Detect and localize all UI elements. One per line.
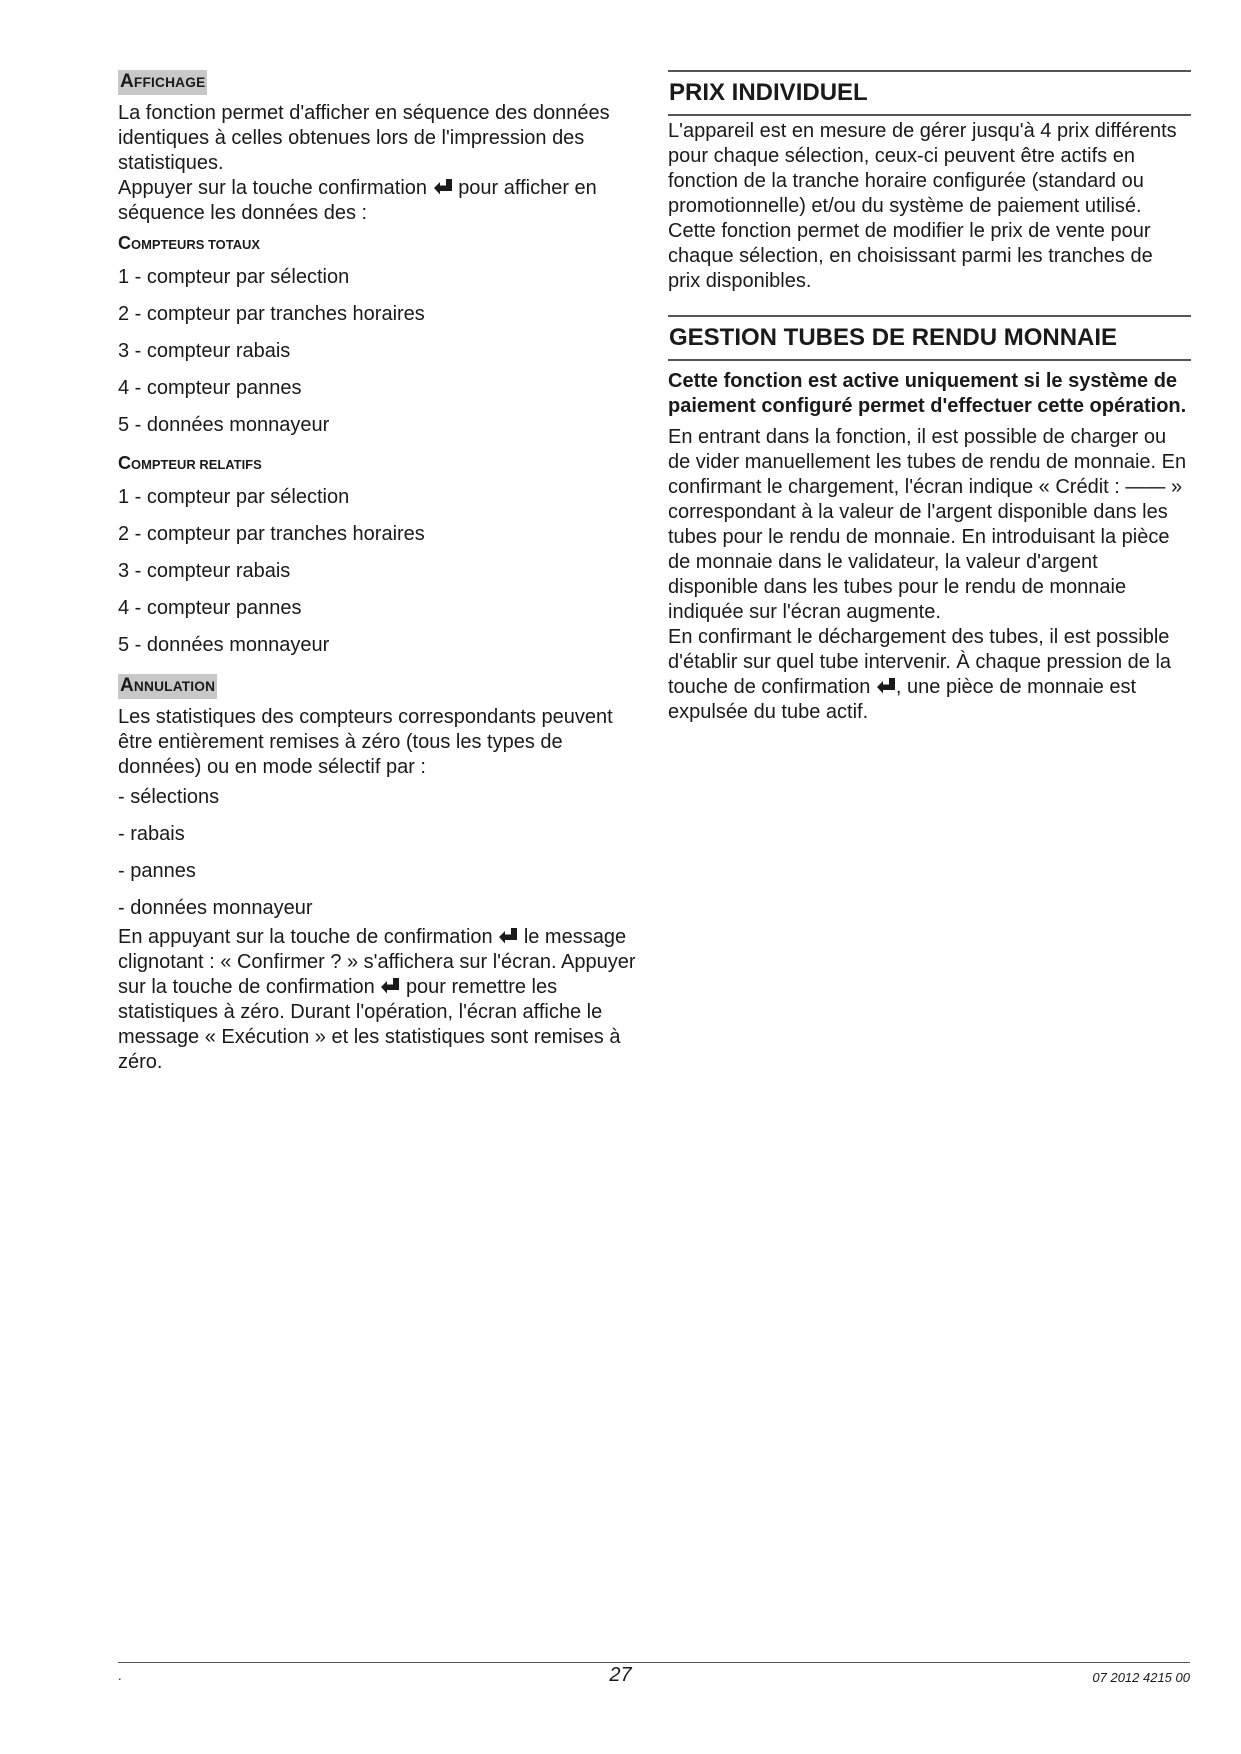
enter-key-icon (876, 677, 896, 695)
list-item: - rabais (118, 823, 185, 845)
subtitle-rest: OMPTEUR RELATIFS (131, 457, 262, 472)
footer-divider (118, 1662, 1190, 1663)
list-item: - données monnayeur (118, 897, 313, 919)
list-item: 5 - données monnayeur (118, 414, 330, 436)
list-item: 5 - données monnayeur (118, 634, 330, 656)
affichage-intro (118, 101, 638, 226)
section-title-affichage (118, 70, 207, 95)
affichage-instruction (118, 176, 638, 226)
paragraph-part-b: , une pièce de monnaie est expulsée du tube actif. (668, 676, 1137, 723)
subtitle-rest: OMPTEURS TOTAUX (131, 237, 261, 252)
list-item: - pannes (118, 860, 196, 882)
list-item: 1 - compteur par sélection (118, 486, 350, 508)
prix-paragraph: L'appareil est en mesure de gérer jusqu'à 4 prix différents pour chaque sélection, ceux-ci peuvent être actifs en fonction de la tranche horaire configurée (standard ou promotionnelle) et/ou du système de paiement utilisé. Cette fonction permet de modifier le prix de vente pour chaque sélection, en choisissant parmi les tranches de prix disponibles. (668, 120, 1177, 292)
list-item: 2 - compteur par tranches horaires (118, 303, 425, 325)
section-title-annulation (118, 674, 217, 699)
list-item: 3 - compteur rabais (118, 340, 291, 362)
page-number: 27 (609, 1664, 632, 1686)
paragraph-part-a: En confirmant le déchargement des tubes, il est possible d'établir sur quel tube intervenir. À chaque pression de la touche de confirmation (668, 626, 1172, 698)
annulation-instruction-text (118, 925, 638, 1075)
affichage-paragraph: La fonction permet d'afficher en séquence des données identiques à celles obtenues lors de l'impression des statistiques. (118, 102, 610, 174)
enter-key-icon (433, 178, 453, 196)
list-item: 1 - compteur par sélection (118, 266, 350, 288)
title-initial: A (120, 71, 134, 92)
instruction-part-b: pour afficher en séquence les données des : (118, 177, 597, 224)
annulation-intro (118, 705, 638, 780)
title-rest: NNULATION (133, 679, 216, 694)
section-title-prix-individuel: PRIX INDIVIDUEL (668, 70, 1191, 116)
enter-key-icon (380, 977, 400, 995)
footer-mark: . (118, 1668, 122, 1683)
gestion-note: Cette fonction est active uniquement si le système de paiement configuré permet d'effectuer cette opération. (668, 370, 1187, 417)
gestion-paragraph-1: En entrant dans la fonction, il est possible de charger ou de vider manuellement les tubes de rendu de monnaie. En confirmant le chargement, l'écran indique « Crédit : —— » correspondant à la valeur de l'argent disponible dans les tubes pour le rendu de monnaie. En introduisant la pièce de monnaie dans le validateur, la valeur d'argent disponible dans les tubes pour le rendu de monnaie indiquée sur l'écran augmente. (668, 426, 1187, 623)
list-item: - sélections (118, 786, 220, 808)
list-item: 4 - compteur pannes (118, 597, 302, 619)
document-reference: 07 2012 4215 00 (1092, 1670, 1190, 1685)
prix-body (668, 119, 1190, 294)
list-item: 2 - compteur par tranches horaires (118, 523, 425, 545)
gestion-paragraph-2 (668, 625, 1190, 725)
title-rest: FFICHAGE (133, 75, 206, 90)
enter-key-icon (498, 927, 518, 945)
title-initial: A (120, 675, 134, 696)
list-item: 3 - compteur rabais (118, 560, 291, 582)
section-title-gestion-tubes: GESTION TUBES DE RENDU MONNAIE (668, 315, 1191, 361)
list-item: 4 - compteur pannes (118, 377, 302, 399)
instruction-part-a: Appuyer sur la touche confirmation (118, 177, 428, 199)
instruction-part-a: En appuyant sur la touche de confirmation (118, 926, 493, 948)
subtitle-initial: C (118, 233, 131, 253)
gestion-body (668, 369, 1190, 725)
subtitle-compteurs-totaux (118, 232, 260, 256)
annulation-instruction (118, 925, 638, 1075)
subtitle-compteur-relatifs (118, 452, 262, 476)
subtitle-initial: C (118, 453, 131, 473)
annulation-paragraph: Les statistiques des compteurs correspondants peuvent être entièrement remises à zéro (tous les types de données) ou en mode sélectif par : (118, 706, 613, 778)
instruction-part-b: le message clignotant : « Confirmer ? » s'affichera sur l'écran. Appuyer sur la touche de confirmation (118, 926, 636, 998)
instruction-part-c: pour remettre les statistiques à zéro. Durant l'opération, l'écran affiche le message « Exécution » et les statistiques sont remises à zéro. (118, 976, 621, 1073)
